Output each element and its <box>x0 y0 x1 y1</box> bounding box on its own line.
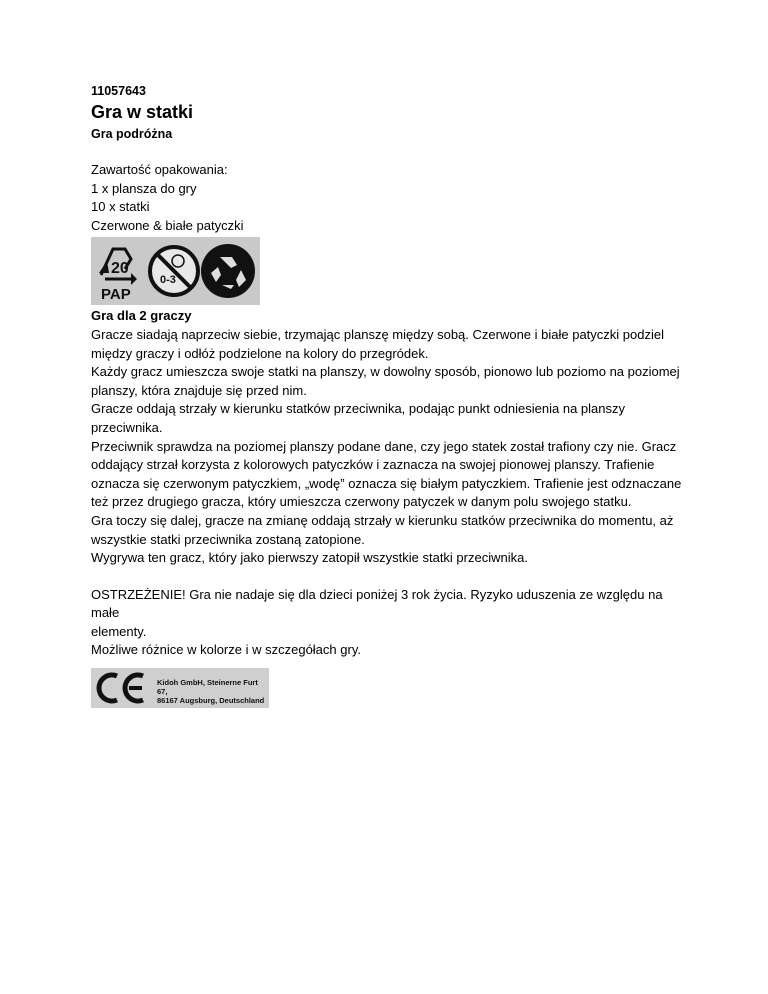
pap-number: 20 <box>111 260 129 278</box>
contents-item: Czerwone & białe patyczki <box>91 217 244 233</box>
product-subtitle: Gra podróżna <box>91 127 173 141</box>
age-label: 0-3 <box>160 274 176 287</box>
rules-line: oznacza się czerwonym patyczkiem, „wodę” oznacza się białym patyczkiem. Trafienie jest odznaczane <box>91 475 682 491</box>
contents-item: 10 x statki <box>91 199 150 215</box>
rules-line: między graczy i odłóż podzielone na kolory do przegródek. <box>91 345 429 361</box>
rules-line: wszystkie statki przeciwnika zostaną zatopione. <box>91 531 365 547</box>
manufacturer-address <box>157 678 269 705</box>
packaging-symbols-image <box>91 237 260 305</box>
product-code: 11057643 <box>91 84 146 98</box>
rules-line: Wygrywa ten gracz, który jako pierwszy zatopił wszystkie statki przeciwnika. <box>91 550 528 566</box>
ce-manufacturer-image <box>91 668 269 708</box>
warning-line: Możliwe różnice w kolorze i w szczegółach gry. <box>91 642 361 658</box>
pap-label: PAP <box>101 286 131 304</box>
rules-line: Przeciwnik sprawdza na poziomej planszy podane dane, czy jego statek został trafiony czy nie. Gracz <box>91 438 677 454</box>
contents-heading: Zawartość opakowania: <box>91 162 228 177</box>
rules-line: też przez drugiego gracza, który umieszcza czerwony patyczek w danym polu swojego statku. <box>91 494 632 510</box>
rules-line: Gracze siadają naprzeciw siebie, trzymając planszę między sobą. Czerwone i białe patyczki podziel <box>91 326 664 342</box>
warning-line: OSTRZEŻENIE! Gra nie nadaje się dla dzieci poniżej 3 rok życia. Ryzyko uduszenia ze względu na małe <box>91 586 663 621</box>
document-page <box>91 82 691 708</box>
rules-line: przeciwnika. <box>91 419 163 435</box>
product-title: Gra w statki <box>91 102 194 122</box>
rules-line: planszy, która znajduje się przed nim. <box>91 382 307 398</box>
warning-line: elementy. <box>91 623 147 639</box>
rules-line: oddający strzał korzysta z kolorowych patyczków i zaznacza na swojej pionowej planszy. Trafienie <box>91 457 655 473</box>
rules-line: Każdy gracz umieszcza swoje statki na planszy, w dowolny sposób, pionowo lub poziomo na poziomej <box>91 364 680 380</box>
rules-line: Gra toczy się dalej, gracze na zmianę oddają strzały w kierunku statków przeciwnika do momentu, aż <box>91 512 674 528</box>
pap-recycling-icon <box>99 249 137 303</box>
rules-heading: Gra dla 2 graczy <box>91 308 192 324</box>
ce-mark-icon <box>91 668 151 708</box>
recycling-icon <box>201 244 255 298</box>
contents-item: 1 x plansza do gry <box>91 180 197 196</box>
manufacturer-address-line: Kidoh GmbH, Steinerne Furt 67, <box>157 678 258 697</box>
rules-line: Gracze oddają strzały w kierunku statków przeciwnika, podając punkt odniesienia na planszy <box>91 401 626 417</box>
not-for-children-0-3-icon <box>150 247 198 295</box>
manufacturer-address-line: 86167 Augsburg, Deutschland <box>157 696 265 706</box>
